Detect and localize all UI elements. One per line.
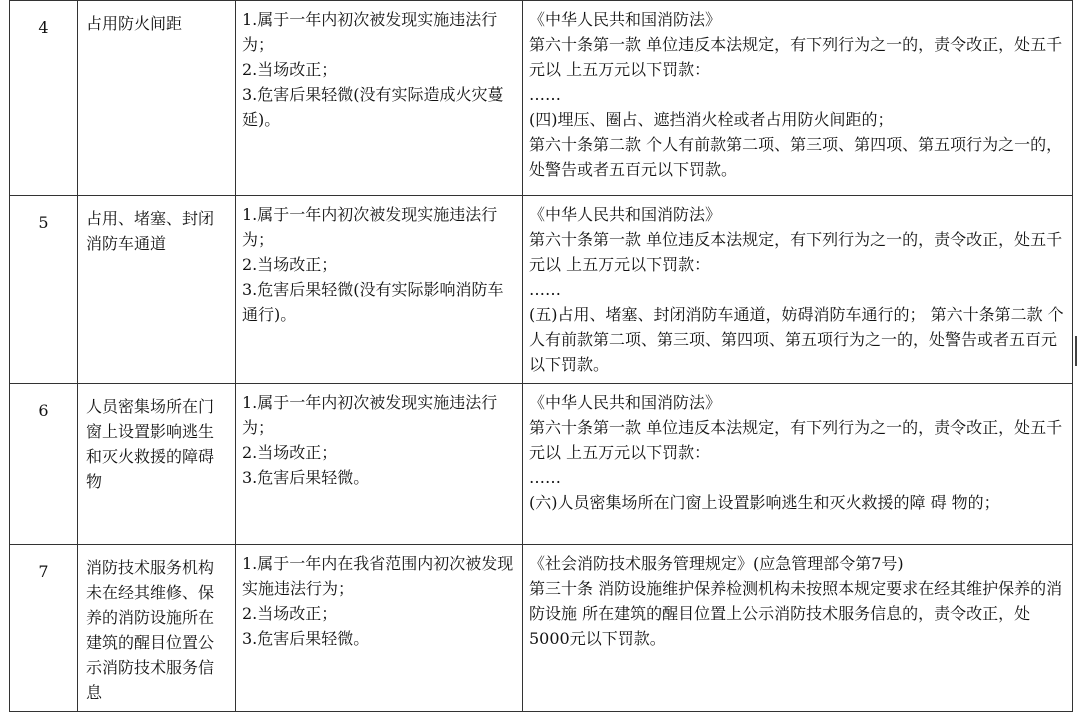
condition-line: 2.当场改正；	[242, 604, 338, 623]
condition-line: 2.当场改正；	[242, 60, 338, 79]
legal-basis	[523, 1, 1073, 196]
basis-line: 第六十条第一款 单位违反本法规定，有下列行为之一的，责令改正，处五千元以 上五万元以下罚款：	[529, 230, 1063, 274]
table-row	[10, 384, 1073, 545]
condition-line: 1.属于一年内在我省范围内初次被发现实施违法行为；	[242, 554, 514, 598]
legal-basis	[523, 545, 1073, 712]
edge-mark	[1075, 336, 1077, 366]
legal-basis	[523, 196, 1073, 384]
row-number: 6	[10, 384, 78, 545]
basis-line: 《社会消防技术服务管理规定》(应急管理部令第7号)	[529, 554, 904, 573]
basis-line: 第六十条第二款 个人有前款第二项、第三项、第四项、第五项行为之一的，处警告或者五百元以下罚款。	[529, 135, 1063, 179]
basis-line: (六)人员密集场所在门窗上设置影响逃生和灭火救援的障 碍 物的；	[529, 493, 1000, 512]
condition-line: 1.属于一年内初次被发现实施违法行为；	[242, 393, 498, 437]
condition-line: 3.危害后果轻微。	[242, 629, 370, 648]
table-row	[10, 1, 1073, 196]
condition-line: 3.危害后果轻微(没有实际影响消防车通行)。	[242, 280, 504, 324]
condition-line: 2.当场改正；	[242, 443, 338, 462]
basis-line: 第三十条 消防设施维护保养检测机构未按照本规定要求在经其维护保养的消防设施 所在建筑的醒目位置上公示消防技术服务信息的，责令改正，处5000元以下罚款。	[529, 579, 1063, 648]
table-row	[10, 545, 1073, 712]
basis-line: ……	[529, 468, 561, 487]
violation-item: 占用防火间距	[78, 1, 236, 196]
exemption-conditions	[236, 196, 523, 384]
basis-line: 《中华人民共和国消防法》	[529, 393, 722, 412]
basis-line: 第六十条第一款 单位违反本法规定，有下列行为之一的，责令改正，处五千元以 上五万元以下罚款：	[529, 35, 1063, 79]
basis-line: (五)占用、堵塞、封闭消防车通道，妨碍消防车通行的； 第六十条第二款 个人有前款第二项、第三项、第四项、第五项行为之一的，处警告或者五百元以下罚款。	[529, 305, 1064, 374]
condition-line: 2.当场改正；	[242, 255, 338, 274]
condition-line: 3.危害后果轻微。	[242, 468, 370, 487]
basis-line: 《中华人民共和国消防法》	[529, 10, 722, 29]
legal-basis	[523, 384, 1073, 545]
condition-line: 3.危害后果轻微(没有实际造成火灾蔓延)。	[242, 85, 504, 129]
exemption-conditions	[236, 384, 523, 545]
basis-line: ……	[529, 85, 561, 104]
row-number: 7	[10, 545, 78, 712]
row-number: 5	[10, 196, 78, 384]
condition-line: 1.属于一年内初次被发现实施违法行为；	[242, 205, 498, 249]
basis-line: ……	[529, 280, 561, 299]
basis-line: 第六十条第一款 单位违反本法规定，有下列行为之一的，责令改正，处五千元以 上五万元以下罚款：	[529, 418, 1063, 462]
row-number: 4	[10, 1, 78, 196]
condition-line: 1.属于一年内初次被发现实施违法行为；	[242, 10, 498, 54]
violation-item: 占用、堵塞、封闭消防车通道	[78, 196, 236, 384]
exemption-conditions	[236, 1, 523, 196]
exemption-conditions	[236, 545, 523, 712]
basis-line: (四)埋压、圈占、遮挡消火栓或者占用防火间距的；	[529, 110, 894, 129]
violation-item: 人员密集场所在门窗上设置影响逃生和灭火救援的障碍物	[78, 384, 236, 545]
penalty-exemption-table	[9, 0, 1073, 712]
violation-item: 消防技术服务机构未在经其维修、保养的消防设施所在建筑的醒目位置公示消防技术服务信息	[78, 545, 236, 712]
table-row	[10, 196, 1073, 384]
basis-line: 《中华人民共和国消防法》	[529, 205, 722, 224]
